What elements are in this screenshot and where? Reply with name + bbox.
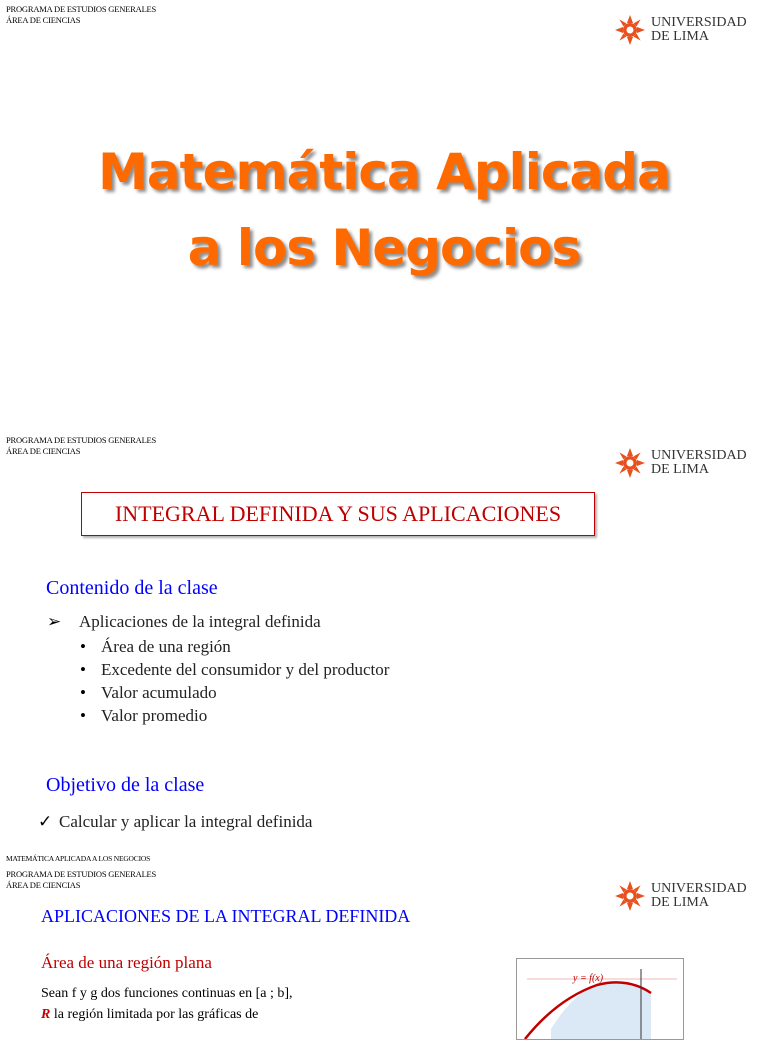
contenido-sub-item: Valor promedio xyxy=(101,706,208,725)
body-text-line-2 xyxy=(41,1007,258,1023)
section-title: APLICACIONES DE LA INTEGRAL DEFINIDA xyxy=(41,906,411,926)
subheading: Área de una región plana xyxy=(41,953,212,972)
logo-line-1: UNIVERSIDAD xyxy=(651,881,747,896)
header-area: ÁREA DE CIENCIAS xyxy=(6,446,81,456)
dot-bullet-icon: • xyxy=(80,683,86,702)
body-text-line-2-rest: la región limitada por las gráficas de xyxy=(50,1007,259,1022)
dot-bullet-icon: • xyxy=(80,637,86,656)
header-program: PROGRAMA DE ESTUDIOS GENERALES xyxy=(6,435,157,445)
slide-header xyxy=(6,869,156,891)
sun-logo-icon xyxy=(614,447,646,479)
region-symbol: R xyxy=(41,1007,51,1022)
graph-label: y = f(x) xyxy=(573,973,604,984)
logo-line-1: UNIVERSIDAD xyxy=(651,448,747,463)
dot-bullet-icon: • xyxy=(80,706,86,725)
contenido-main-item: Aplicaciones de la integral definida xyxy=(79,612,321,631)
header-area: ÁREA DE CIENCIAS xyxy=(6,880,81,890)
header-program: PROGRAMA DE ESTUDIOS GENERALES xyxy=(6,869,157,879)
objetivo-heading: Objetivo de la clase xyxy=(46,774,205,796)
logo-line-2: DE LIMA xyxy=(651,895,709,910)
contenido-sub-item: Área de una región xyxy=(101,637,231,656)
university-logo xyxy=(614,14,747,46)
logo-text xyxy=(651,449,747,477)
sun-logo-icon xyxy=(614,880,646,912)
graph-svg xyxy=(517,959,683,1039)
arrow-bullet-icon: ➢ xyxy=(47,612,62,631)
contenido-sub-item: Valor acumulado xyxy=(101,683,217,702)
logo-line-2: DE LIMA xyxy=(651,462,709,477)
check-icon: ✓ xyxy=(38,812,53,831)
contenido-heading: Contenido de la clase xyxy=(46,577,218,599)
slide-header xyxy=(6,4,156,26)
region-graph xyxy=(516,958,684,1040)
slide-title xyxy=(0,0,768,430)
course-title-line-2: a los Negocios xyxy=(187,219,581,277)
dot-bullet-icon: • xyxy=(80,660,86,679)
header-area: ÁREA DE CIENCIAS xyxy=(6,15,81,25)
logo-line-2: DE LIMA xyxy=(651,29,709,44)
header-program: PROGRAMA DE ESTUDIOS GENERALES xyxy=(6,4,157,14)
university-logo xyxy=(614,447,747,479)
sun-logo-icon xyxy=(614,14,646,46)
logo-line-1: UNIVERSIDAD xyxy=(651,15,747,30)
topic-title-box: INTEGRAL DEFINIDA Y SUS APLICACIONES xyxy=(81,492,595,536)
objetivo-item: Calcular y aplicar la integral definida xyxy=(59,812,313,831)
slide-header xyxy=(6,435,156,457)
body-text-line-1: Sean f y g dos funciones continuas en [a ; b], xyxy=(41,986,293,1001)
logo-text xyxy=(651,16,747,44)
logo-text xyxy=(651,882,747,910)
course-title-line-1: Matemática Aplicada xyxy=(98,143,670,201)
university-logo xyxy=(614,880,747,912)
contenido-sub-item: Excedente del consumidor y del productor xyxy=(101,660,390,679)
slide-footer-title: MATEMÁTICA APLICADA A LOS NEGOCIOS xyxy=(6,854,151,863)
